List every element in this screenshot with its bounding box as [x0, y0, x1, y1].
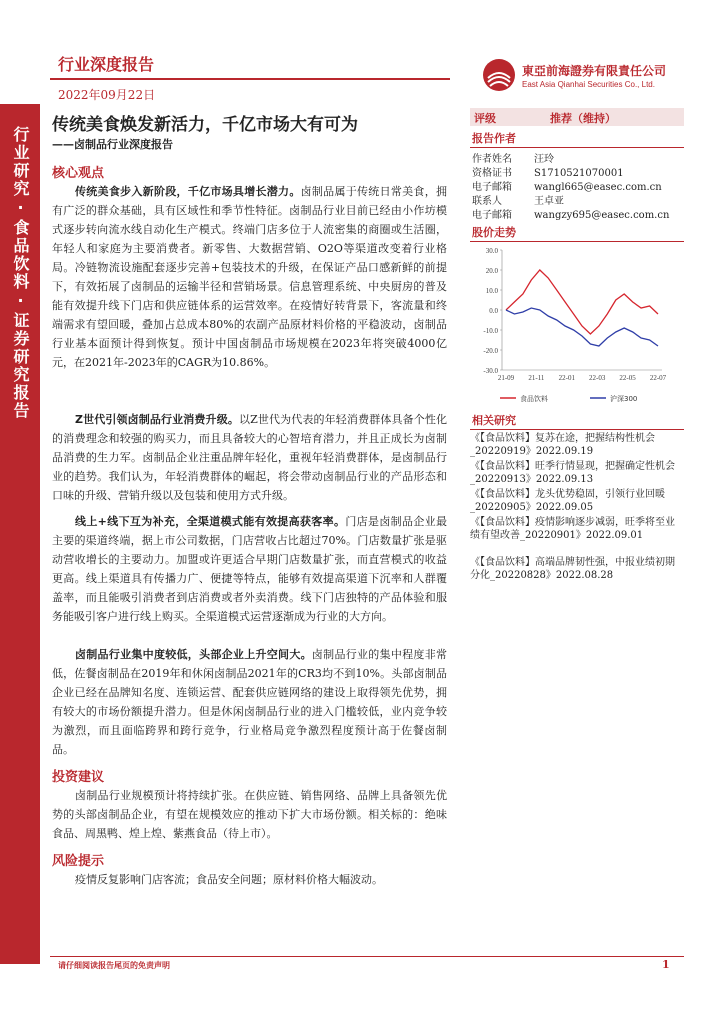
y-tick-label: -20.0	[483, 347, 498, 355]
paragraph-4	[52, 645, 447, 759]
y-tick-label: -10.0	[483, 327, 498, 335]
y-tick-label: -30.0	[483, 367, 498, 375]
x-tick-label: 21-11	[528, 374, 545, 382]
page-number: 1	[662, 958, 670, 971]
author-key: 作者姓名	[472, 154, 512, 165]
series-line-food-beverage	[506, 270, 658, 334]
paragraph-4-lead: 卤制品行业集中度较低，头部企业上升空间大。	[75, 648, 312, 661]
author-key: 电子邮箱	[472, 182, 512, 193]
price-trend-chart	[470, 240, 684, 410]
author-value[interactable]: wangzy695@easec.com.cn	[534, 210, 670, 221]
core-viewpoints-heading: 核心观点	[52, 166, 105, 181]
author-value: 汪玲	[534, 154, 554, 165]
paragraph-3	[52, 512, 447, 626]
author-key: 资格证书	[472, 168, 512, 179]
paragraph-2-lead: Z世代引领卤制品行业消费升级。	[75, 413, 239, 426]
legend-label: 食品饮料	[520, 395, 548, 403]
author-row	[472, 178, 662, 193]
related-research-item[interactable]: 《【食品饮料】旺季行情显现，把握确定性机会_20220913》2022.09.13	[470, 461, 675, 485]
report-subtitle: ——卤制品行业深度报告	[52, 138, 173, 151]
y-tick-label: 20.0	[485, 267, 498, 275]
paragraph-4-body: 卤制品行业的集中程度非常低，佐餐卤制品在2019年和休闲卤制品2021年的CR3均不到10%。头部卤制品企业已经在品牌知名度、连锁运营、配套供应链网络的建设上取得领先优势，拥有较大的市场份额提升潜力。但是休闲卤制品行业的进入门槛较低，业内竞争较为激烈，而且面临跨界和跨行竞争，行业格局竞争激烈程度预计高于佐餐卤制品。	[52, 648, 447, 756]
related-research-heading: 相关研究	[470, 412, 684, 430]
author-value[interactable]: wangl665@easec.com.cn	[534, 182, 662, 193]
authors-heading: 报告作者	[470, 130, 684, 148]
footer-divider	[50, 956, 684, 957]
rating-label: 评级	[474, 112, 496, 125]
logo-name-cn: 東亞前海證券有限責任公司	[522, 64, 667, 78]
y-tick-label: 0.0	[489, 307, 498, 315]
sidebar-label: 行业研究·食品饮料·证券研究报告	[11, 126, 30, 420]
paragraph-1-lead: 传统美食步入新阶段，千亿市场具增长潜力。	[75, 185, 301, 198]
author-row	[472, 164, 624, 179]
series-line-csi300	[506, 308, 658, 346]
paragraph-2	[52, 410, 447, 505]
x-tick-label: 22-03	[589, 374, 606, 382]
logo-name-en: East Asia Qianhai Securities Co., Ltd.	[522, 80, 655, 89]
author-row	[472, 150, 554, 165]
logo-mark-icon	[482, 58, 516, 92]
rating-value: 推荐（维持）	[550, 112, 616, 125]
disclaimer-notice: 请仔细阅读报告尾页的免责声明	[58, 961, 170, 970]
paragraph-1-body: 卤制品属于传统日常美食，拥有广泛的群众基础，具有区域性和季节性特征。卤制品行业目前已经由小作坊模式逐步转向流水线自动化生产模式。终端门店多位于人流密集的商圈或生活圈，年轻人和家庭为主要消费者。新零售、大数据营销、O2O等渠道改变着行业格局。冷链物流设施配套逐步完善+包装技术的升级，在保证产品口感新鲜的前提下，有效拓展了卤制品的运输半径和营销场景。信息管理系统、中央厨房的普及能有效提升线下门店和供应链体系的运营效率。在疫情好转背景下，客流量和终端需求有望回暖，叠加占总成本80%的农副产品原材料价格的平稳波动，卤制品行业基本面预计得到恢复。预计中国卤制品市场规模在2023年将突破4000亿元，在2021年-2023年的CAGR为10.86%。	[52, 185, 447, 369]
author-value: S1710521070001	[534, 168, 624, 179]
x-tick-label: 22-01	[558, 374, 575, 382]
price-trend-heading: 股价走势	[470, 224, 684, 242]
company-logo	[482, 56, 682, 96]
related-research-item[interactable]: 《【食品饮料】疫情影响逐步减弱，旺季将至业绩有望改善_20220901》2022.09.01	[470, 517, 675, 541]
related-research-item[interactable]: 《【食品饮料】复苏在途，把握结构性机会_20220919》2022.09.19	[470, 433, 655, 457]
x-tick-label: 22-07	[649, 374, 667, 382]
investment-heading: 投资建议	[52, 770, 105, 785]
report-type-label: 行业深度报告	[58, 55, 155, 74]
paragraph-2-body: 以Z世代为代表的年轻消费群体具备个性化的消费理念和较强的购买力，而且具备较大的心智培育潜力，并且正成长为卤制品消费的生力军。卤制品企业注重品牌年轻化，重视年轻消费群体，是卤制品行业的趋势。我们认为，年轻消费群体的崛起，将会带动卤制品行业的产品形态和口味的升级、营销升级以及包装和使用方式升级。	[52, 413, 447, 502]
legend-label: 沪深300	[610, 395, 638, 403]
related-research-item[interactable]: 《【食品饮料】高端品牌韧性强，中报业绩初期分化_20220828》2022.08.28	[470, 557, 675, 581]
header-divider	[50, 78, 450, 80]
author-value: 王卓亚	[534, 196, 564, 207]
related-research-item[interactable]: 《【食品饮料】龙头优势稳固，引领行业回暖_20220905》2022.09.05	[470, 489, 665, 513]
paragraph-3-body: 门店是卤制品企业最主要的渠道终端，据上市公司数据，门店营收占比超过70%。门店数量扩张是驱动营收增长的主要动力。加盟或许更适合早期门店数量扩张，而直营模式的收益更高。线上渠道具有传播力广、便捷等特点，能够有效提高渠道下沉率和人群覆盖率，而且能吸引消费者到店消费或者外卖消费。线下门店独特的产品体验和服务能吸引客户进行线上购买。全渠道模式运营逐渐成为行业的大方向。	[52, 515, 448, 623]
risk-heading: 风险提示	[52, 854, 105, 869]
report-title: 传统美食焕发新活力，千亿市场大有可为	[52, 115, 358, 135]
investment-paragraph: 卤制品行业规模预计将持续扩张。在供应链、销售网络、品牌上具备领先优势的头部卤制品企业，有望在规模效应的推动下扩大市场份额。相关标的：绝味食品、周黑鸭、煌上煌、紫燕食品（待上市）。	[52, 789, 447, 840]
rating-bar	[470, 108, 684, 126]
author-row	[472, 192, 564, 207]
y-tick-label: 10.0	[485, 287, 498, 295]
y-tick-label: 30.0	[485, 247, 498, 255]
x-tick-label: 22-05	[619, 374, 636, 382]
paragraph-3-lead: 线上+线下互为补充，全渠道模式能有效提高获客率。	[75, 515, 346, 528]
author-key: 联系人	[472, 196, 502, 207]
author-key: 电子邮箱	[472, 210, 512, 221]
paragraph-1	[52, 182, 447, 372]
report-date: 2022年09月22日	[58, 88, 156, 102]
x-tick-label: 21-09	[497, 374, 515, 382]
author-row	[472, 206, 669, 221]
risk-paragraph: 疫情反复影响门店客流；食品安全问题；原材料价格大幅波动。	[75, 873, 383, 886]
category-sidebar	[0, 104, 40, 964]
